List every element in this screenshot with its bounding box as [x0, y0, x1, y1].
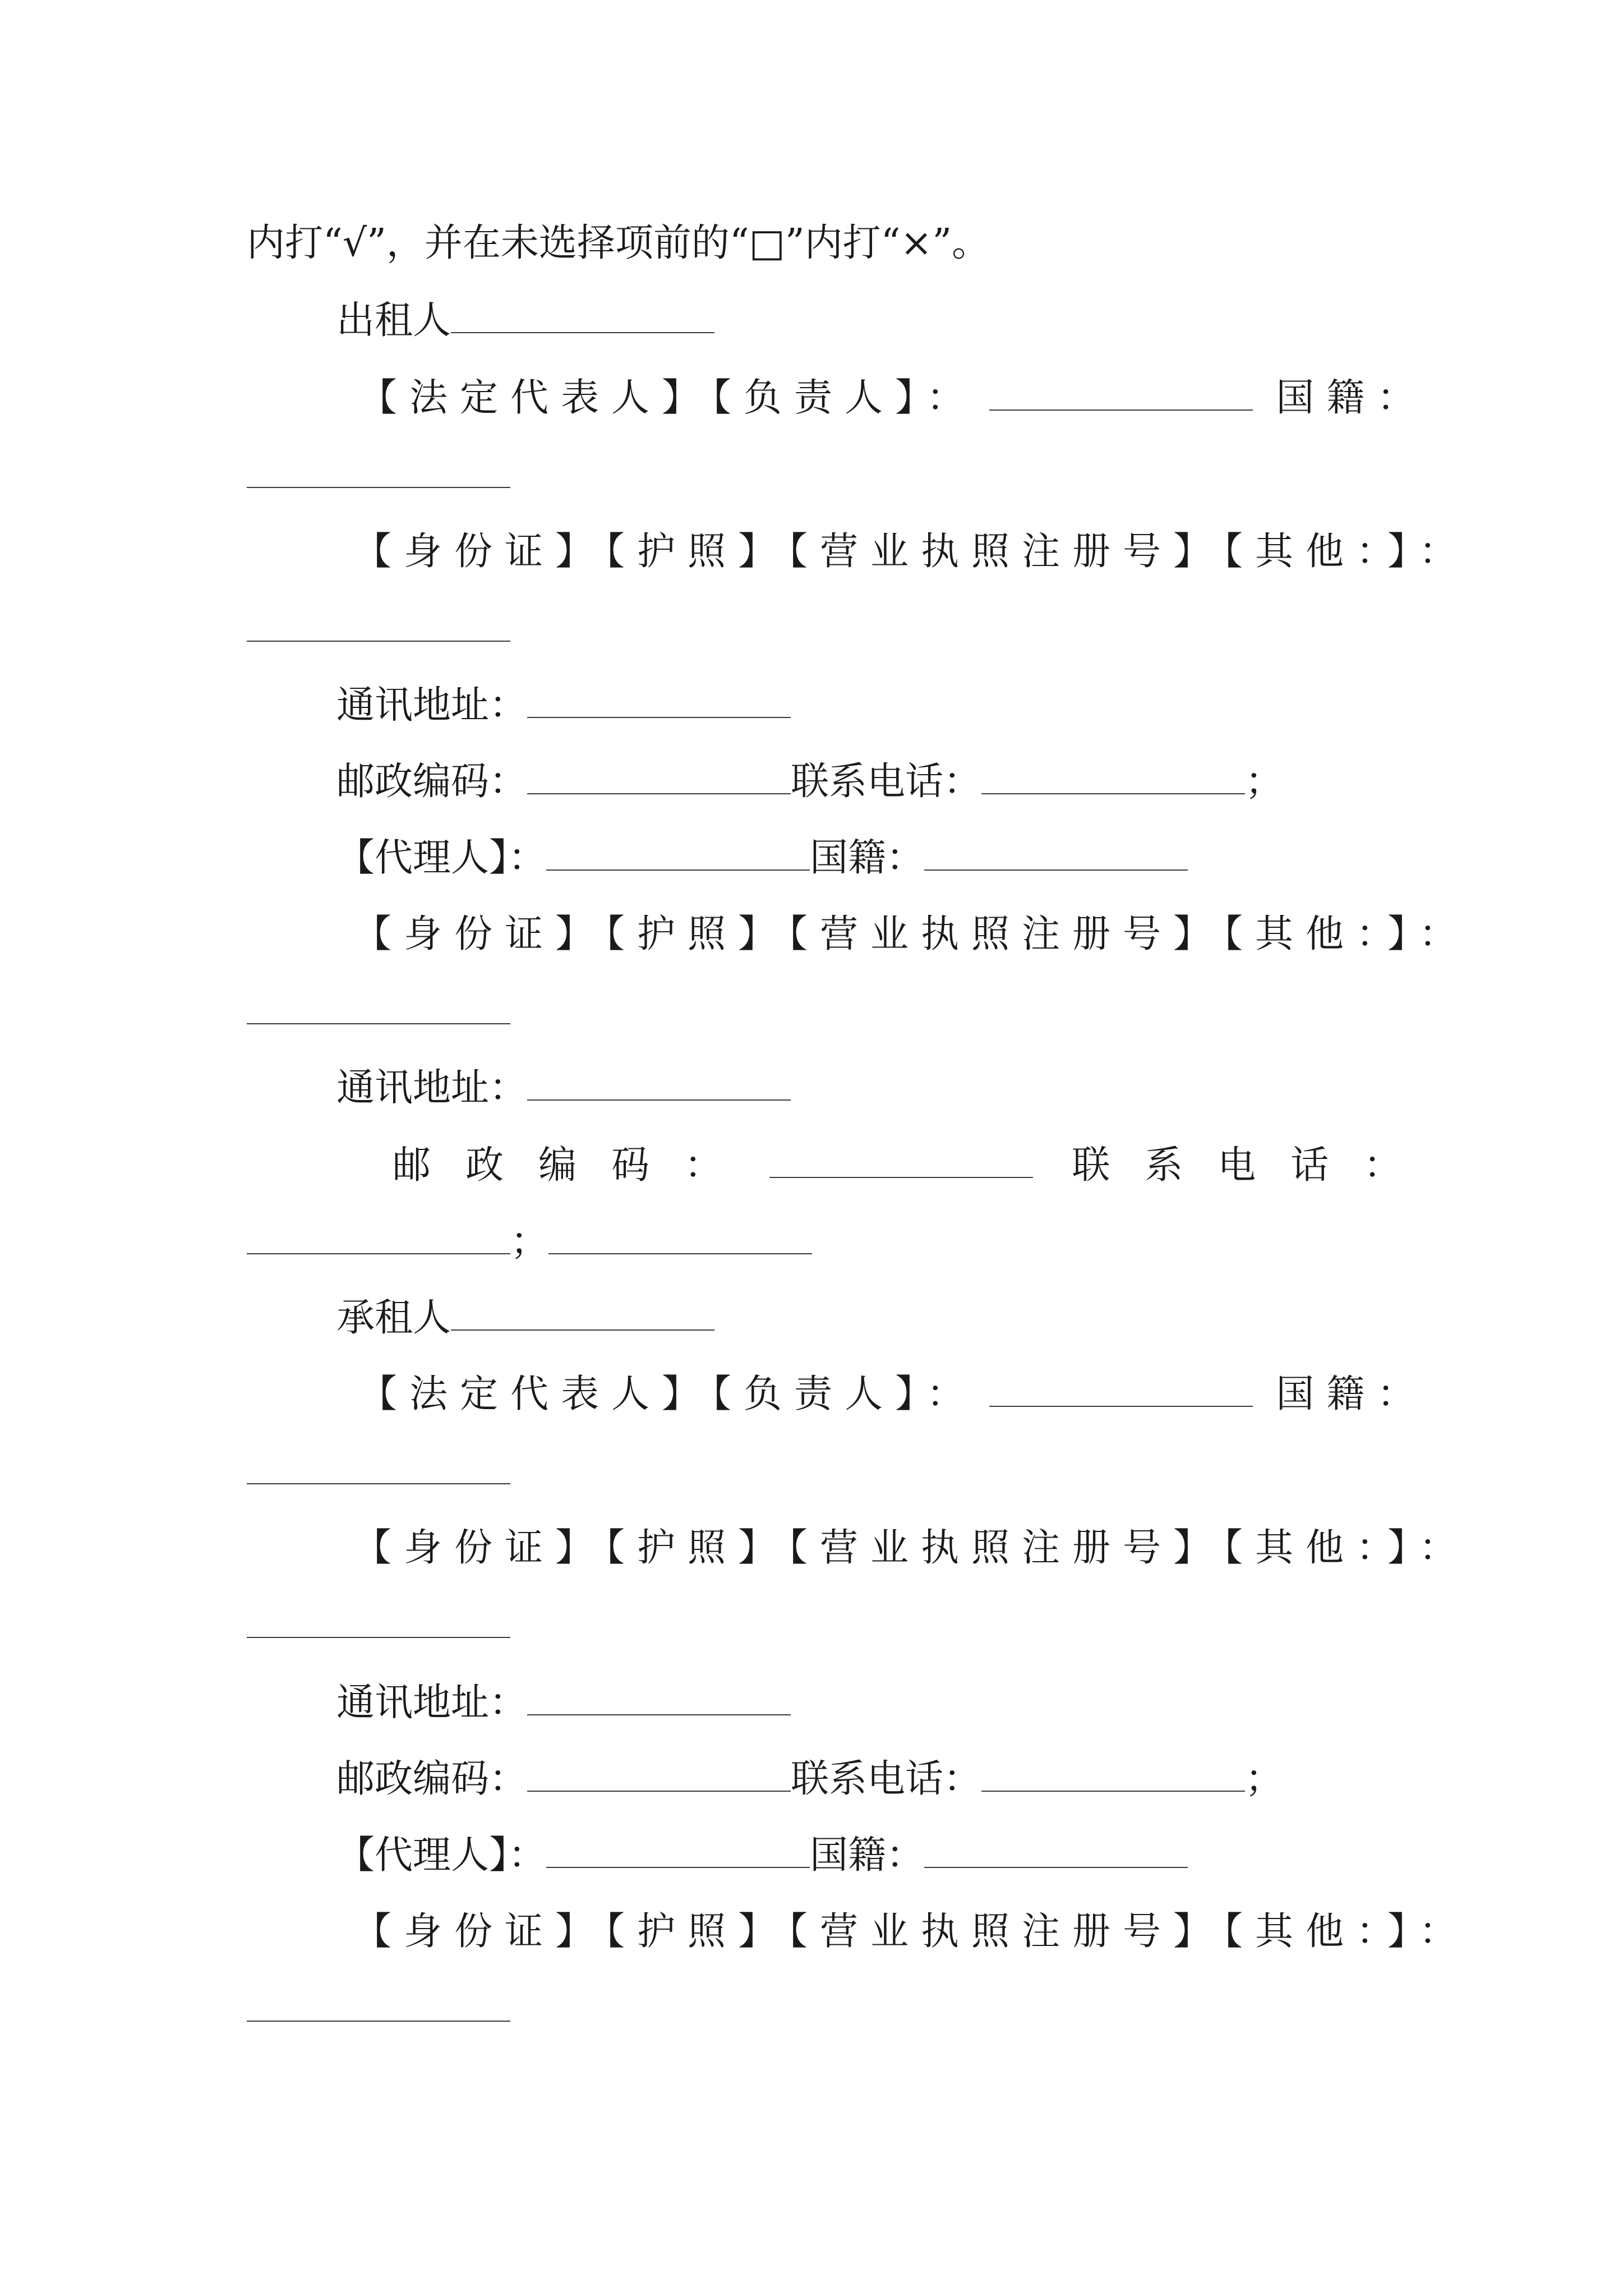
- lessor-id-value-row: [247, 602, 510, 656]
- lessor-address-label: 通讯地址：: [336, 683, 528, 728]
- lessor-id-label: 【身份证】【护照】【营业执照注册号】【其他：】：: [353, 530, 1470, 574]
- lessee-address-field[interactable]: [527, 1681, 791, 1715]
- lessor-phone-field[interactable]: [981, 760, 1245, 794]
- lessor-postcode-label: 邮政编码：: [336, 760, 528, 804]
- lessor-address-row: [336, 679, 791, 733]
- lessor-rep-field[interactable]: [989, 376, 1253, 411]
- lessee-title: 承租人: [336, 1296, 451, 1340]
- lessor-agent-address-field[interactable]: [527, 1066, 791, 1101]
- lessee-agent-label: 【代理人】：: [336, 1833, 547, 1878]
- lessor-agent-nationality-label: 国籍：: [810, 836, 925, 880]
- lessor-agent-field[interactable]: [546, 836, 810, 871]
- lessee-id-field[interactable]: [247, 1603, 510, 1638]
- lessee-agent-row: [336, 1829, 1188, 1883]
- lessee-id-row: [353, 1521, 1469, 1575]
- lessee-rep-field[interactable]: [989, 1372, 1253, 1407]
- lessor-agent-id-value-row: [247, 985, 510, 1039]
- lessor-agent-nationality-field[interactable]: [924, 836, 1188, 871]
- lessee-id-value-row: [247, 1599, 510, 1653]
- lessor-nationality-row: [247, 449, 510, 503]
- instruction-label: 内打“√”，并在未选择项前的“□”内打“×”。: [247, 221, 990, 265]
- lessee-phone-field[interactable]: [981, 1757, 1245, 1792]
- lessee-semicolon: ；: [1245, 1757, 1284, 1801]
- lessee-agent-nationality-field[interactable]: [924, 1833, 1188, 1868]
- lessor-agent-address-label: 通讯地址：: [336, 1066, 528, 1110]
- lessee-id-label: 【身份证】【护照】【营业执照注册号】【其他：】：: [353, 1526, 1470, 1570]
- lessee-name-field[interactable]: [451, 1296, 714, 1331]
- lessor-agent-id-field[interactable]: [247, 990, 510, 1024]
- lessee-agent-id-label: 【身份证】【护照】【营业执照注册号】【其他：】：: [353, 1910, 1470, 1954]
- lessor-contact-row: [336, 755, 1283, 809]
- lessor-agent-extra-field[interactable]: [548, 1220, 812, 1254]
- lessee-address-row: [336, 1676, 791, 1730]
- lessee-rep-row: [359, 1368, 1427, 1421]
- lessee-contact-row: [336, 1752, 1283, 1806]
- lessor-phone-label: 联系电话：: [791, 760, 982, 804]
- lessor-name-field[interactable]: [451, 298, 714, 333]
- lessee-nationality-row: [247, 1445, 510, 1499]
- lessor-title: 出租人: [336, 298, 451, 343]
- lessor-row: [336, 294, 714, 348]
- lessee-postcode-field[interactable]: [527, 1757, 791, 1792]
- lessor-agent-contact-row: [393, 1139, 1436, 1193]
- lessor-agent-label: 【代理人】：: [336, 836, 547, 880]
- lessor-id-row: [353, 525, 1469, 579]
- lessor-rep-label: 【法定代表人】【负责人】：: [359, 376, 978, 420]
- lessee-agent-id-value-row: [247, 1982, 510, 2036]
- lessee-nationality-field[interactable]: [247, 1450, 510, 1484]
- lessee-nationality-label: 国籍：: [1276, 1372, 1428, 1416]
- lessor-agent-semicolon: ；: [510, 1220, 549, 1264]
- lessor-rep-row: [359, 371, 1427, 425]
- lessee-agent-id-row: [353, 1905, 1469, 1959]
- lessor-agent-postcode-label: 邮政编码：: [393, 1143, 758, 1188]
- lessee-agent-field[interactable]: [546, 1833, 810, 1868]
- lessee-agent-id-field[interactable]: [247, 1987, 510, 2022]
- lessor-address-field[interactable]: [527, 683, 791, 718]
- lessee-agent-nationality-label: 国籍：: [810, 1833, 925, 1878]
- lessor-agent-phone-value-row: [247, 1215, 812, 1269]
- lessor-id-field[interactable]: [247, 607, 510, 642]
- lessor-agent-postcode-field[interactable]: [769, 1143, 1033, 1178]
- lessee-postcode-label: 邮政编码：: [336, 1757, 528, 1801]
- lessor-postcode-field[interactable]: [527, 760, 791, 794]
- lessee-rep-label: 【法定代表人】【负责人】：: [359, 1372, 978, 1416]
- lessor-agent-row: [336, 831, 1188, 885]
- instruction-text: [247, 217, 990, 270]
- lessor-agent-id-row: [353, 908, 1469, 961]
- lessee-phone-label: 联系电话：: [791, 1757, 982, 1801]
- lessor-semicolon: ；: [1245, 760, 1284, 804]
- lessee-address-label: 通讯地址：: [336, 1681, 528, 1725]
- lessor-nationality-label: 国籍：: [1276, 376, 1428, 420]
- lessor-nationality-field[interactable]: [247, 453, 510, 488]
- lessor-agent-address-row: [336, 1061, 791, 1115]
- lessee-row: [336, 1291, 714, 1345]
- lessor-agent-phone-label: 联系电话：: [1072, 1143, 1437, 1188]
- lessor-agent-phone-field[interactable]: [247, 1220, 510, 1254]
- lessor-agent-id-label: 【身份证】【护照】【营业执照注册号】【其他：】：: [353, 912, 1470, 956]
